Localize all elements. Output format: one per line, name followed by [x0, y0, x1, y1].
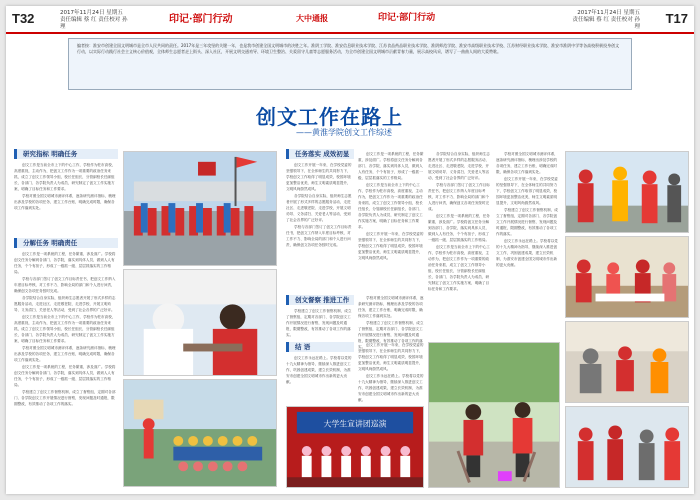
article-subtitle: ——黄淮学院创文工作综述 — [296, 128, 392, 137]
section-heading-2: 分解任务 明确责任 — [14, 238, 118, 248]
photo-blood-donation — [123, 269, 277, 376]
text-block-3 — [286, 162, 354, 290]
section-heading-5: 结 语 — [286, 342, 354, 352]
paragraph: 创文工作开展一年来，在学校党委的坚强领导下，在全体师生的共同努力下，学校创文工作取得了明显成效，校园环境更加整洁优美，师生文明素质明显提升，文明风尚蔚然成风。 — [496, 177, 558, 205]
left-date: 2017年11月24日 星期五 — [60, 10, 123, 16]
text-block-9 — [428, 151, 492, 339]
paragraph: 创文工作是当前全市上下的中心工作，学校作为驻市高校，高度重视，主动作为，把创文工作作为一项重要的政治任务来抓，成立了创文工作领导小组，校长任组长，分管副校长任副组长，各部门、各学院负责人为成员，研究制定了创文工作实施方案，明确了目标任务和工作要求。 — [14, 315, 116, 343]
right-date-info — [570, 10, 640, 31]
photo-elderly-care — [565, 321, 689, 403]
paper-logo: 大中通报 — [296, 13, 328, 23]
column-brand: 印记·部门行动 — [169, 14, 233, 25]
paragraph: 创文工作永远在路上。学校将以党的十九大精神为指导，继续深入推进创文工作，巩固创建成果，建立长效机制，为淮安市创建全国文明城市作出新的更大贡献。 — [286, 356, 352, 384]
paragraph: 各学院结合自身实际，组织师生志愿者开展了形式多样的志愿服务活动，走进社区、走进敬老院、走进学校，开展文明劝导、义务清扫、关爱老人等活动，受到了社会各界的广泛好评。 — [286, 194, 352, 222]
paragraph: 学校对照全国文明城市测评体系，逐条研究测评指标，梳理出涉及学校的各项任务，建立工作台账，明确完成时限，确保各项工作落到实处。 — [496, 152, 558, 174]
paragraph: 学校对照全国文明城市测评体系，逐条研究测评指标，梳理出涉及学校的各项任务，建立工作台账，明确完成时限，确保各项工作落到实处。 — [14, 346, 116, 362]
text-block-1 — [14, 162, 118, 234]
paragraph: 学校建立了创文工作督察机制，成立了督察组，定期对各部门、各学院创文工作开展情况进行督察，发现问题及时通报，限期整改，有效推动了各项工作的落实。 — [286, 309, 352, 337]
section-heading-1: 研究指标 明确任务 — [14, 149, 118, 159]
paragraph: 各学院结合自身实际，组织师生志愿者开展了形式多样的志愿服务活动，走进社区、走进敬老院、走进学校，开展文明劝导、义务清扫、关爱老人等活动，受到了社会各界的广泛好评。 — [428, 152, 490, 180]
left-editor: 责任编辑 蔡 红 责任校对 孙 理 — [60, 17, 128, 30]
paragraph: 创文工作是当前全市上下的中心工作，学校作为驻市高校，高度重视，主动作为，把创文工作作为一项重要的政治任务来抓，成立了创文工作领导小组，校长任组长，分管副校长任副组长，各部门、各学院负责人为成员，研究制定了创文工作实施方案，明确了目标任务和工作要求。 — [358, 183, 423, 229]
text-block-10 — [496, 151, 560, 339]
paragraph: 学校与各部门签订了创文工作目标责任书，把创文工作纳入年度目标考核，对工作不力、影响全局的部门和个人进行问责，确保创文各项任务按时完成。 — [428, 183, 490, 211]
photo-children — [123, 379, 277, 487]
page-header — [6, 6, 694, 34]
paragraph: 学校建立了创文工作督察机制，成立了督察组，定期对各部门、各学院创文工作开展情况进行督察，发现问题及时通报，限期整改，有效推动了各项工作的落实。 — [496, 208, 558, 236]
photo-community-service — [565, 236, 689, 318]
text-block-6 — [358, 295, 424, 349]
column-brand-right: 印记·部门行动 — [378, 13, 436, 23]
left-date-info — [60, 10, 130, 31]
photo-red-vest-volunteers — [565, 406, 689, 488]
paragraph: 创文工作永远在路上。学校将以党的十九大精神为指导，继续深入推进创文工作，巩固创建成果，建立长效机制，为淮安市创建全国文明城市作出新的更大贡献。 — [358, 374, 424, 402]
paragraph: 创文工作是一项系统的工程，任务繁重，涉及面广。学校将创文任务分解到各部门、各学院，落实到具体人员，做到人人有任务，个个有担子，形成了一级抓一级、层层抓落实的工作格局。 — [428, 214, 490, 242]
paragraph: 学校建立了创文工作督察机制，成立了督察组，定期对各部门、各学院创文工作开展情况进行督察，发现问题及时通报，限期整改，有效推动了各项工作的落实。 — [14, 390, 116, 406]
article-title: 创文工作在路上 — [256, 105, 403, 129]
paragraph: 创文工作开展一年来，在学校党委的坚强领导下，在全体师生的共同努力下，学校创文工作取得了明显成效，校园环境更加整洁优美，师生文明素质明显提升，文明风尚蔚然成风。 — [358, 232, 424, 260]
photo-street-sweeping — [428, 342, 560, 488]
paragraph: 创文工作开展一年来，在学校党委的坚强领导下，在全体师生的共同努力下，学校创文工作取得了明显成效，校园环境更加整洁优美，师生文明素质明显提升，文明风尚蔚然成风。 — [286, 163, 352, 191]
newspaper-spread — [6, 6, 694, 494]
text-block-2 — [14, 251, 118, 486]
paragraph: 创文工作开展一年来，在学校党委的坚强领导下，在全体师生的共同努力下，学校创文工作取得了明显成效，校园环境更加整洁优美，师生文明素质明显提升，文明风尚蔚然成风。 — [358, 343, 424, 371]
right-editor: 责任编辑 蔡 红 责任校对 孙 理 — [572, 17, 640, 30]
paragraph: 学校对照全国文明城市测评体系，逐条研究测评指标，梳理出涉及学校的各项任务，建立工作台账，明确完成时限，确保各项工作落到实处。 — [358, 296, 424, 318]
banner-text: 大学生宣讲团巡演 — [323, 419, 387, 429]
left-page-number: T32 — [12, 11, 35, 26]
paragraph: 创文工作是一项系统的工程，任务繁重，涉及面广。学校将创文任务分解到各部门、各学院，落实到具体人员，做到人人有任务，个个有担子，形成了一级抓一级、层层抓落实的工作格局。 — [14, 365, 116, 387]
paragraph: 学校与各部门签订了创文工作目标责任书，把创文工作纳入年度目标考核，对工作不力、影响全局的部门和个人进行问责，确保创文各项任务按时完成。 — [14, 277, 116, 293]
photo-performance-stage — [286, 406, 424, 488]
paragraph: 学校对照全国文明城市测评体系，逐条研究测评指标，梳理出涉及学校的各项任务，建立工作台账，明确完成时限，确保各项工作落到实处。 — [14, 194, 116, 210]
right-page-number: T17 — [665, 11, 688, 26]
text-block-8 — [358, 342, 424, 403]
paragraph: 创文工作是一项系统的工程，任务繁重，涉及面广。学校将创文任务分解到各部门、各学院，落实到具体人员，做到人人有任务，个个有担子，形成了一级抓一级、层层抓落实的工作格局。 — [14, 252, 116, 274]
paragraph: 创文工作永远在路上。学校将以党的十九大精神为指导，继续深入推进创文工作，巩固创建成果，建立长效机制，为淮安市创建全国文明城市作出新的更大贡献。 — [496, 239, 558, 267]
editor-note: 编者按：淮安市创建全国文明城市是全市人民共同的责任。2017年是三年攻坚的关键一年，也是我市创建全国文明城市的决胜之年。淮阴工学院、淮安信息职业技术学院、江苏食品药品职业技术学院、淮阴师范学院、淮安市高级职业技术学校、江苏财经职业技术学院、淮安市淮阴中学等各高校积极投身创文行动，以实际行动践行社会主义核心价值观，全体师生志愿者走上街头、深入社区，开展文明交通劝导、环境卫生整治、关爱留守儿童等志愿服务活动，为全市创建全国文明城市贡献青春力量，展示高校风采，谱写了一曲曲人间的大爱赞歌。 — [68, 38, 632, 90]
paragraph: 创文工作是当前全市上下的中心工作，学校作为驻市高校，高度重视，主动作为，把创文工作作为一项重要的政治任务来抓，成立了创文工作领导小组，校长任组长，分管副校长任副组长，各部门、各学院负责人为成员，研究制定了创文工作实施方案，明确了目标任务和工作要求。 — [428, 245, 490, 291]
paragraph: 学校与各部门签订了创文工作目标责任书，把创文工作纳入年度目标考核，对工作不力、影响全局的部门和个人进行问责，确保创文各项任务按时完成。 — [286, 225, 352, 247]
photo-volunteers-hats — [565, 151, 689, 233]
paragraph: 创文工作是一项系统的工程，任务繁重，涉及面广。学校将创文任务分解到各部门、各学院，落实到具体人员，做到人人有任务，个个有担子，形成了一级抓一级、层层抓落实的工作格局。 — [358, 152, 424, 180]
text-block-4 — [358, 151, 424, 290]
section-heading-3: 任务落实 成效初显 — [286, 149, 354, 159]
right-date: 2017年11月24日 星期五 — [577, 10, 640, 16]
text-block-7 — [286, 355, 354, 403]
paragraph: 各学院结合自身实际，组织师生志愿者开展了形式多样的志愿服务活动，走进社区、走进敬老院、走进学校，开展文明劝导、义务清扫、关爱老人等活动，受到了社会各界的广泛好评。 — [14, 296, 116, 312]
paragraph: 学校建立了创文工作督察机制，成立了督察组，定期对各部门、各学院创文工作开展情况进行督察，发现问题及时通报，限期整改，有效推动了各项工作的落实。 — [358, 321, 424, 349]
text-block-5 — [286, 308, 354, 338]
photo-volunteers-station — [123, 151, 277, 266]
section-heading-4: 创文督察 推进工作 — [286, 295, 354, 305]
paragraph: 创文工作是当前全市上下的中心工作，学校作为驻市高校，高度重视，主动作为，把创文工作作为一项重要的政治任务来抓，成立了创文工作领导小组，校长任组长，分管副校长任副组长，各部门、各学院负责人为成员，研究制定了创文工作实施方案，明确了目标任务和工作要求。 — [14, 163, 116, 191]
